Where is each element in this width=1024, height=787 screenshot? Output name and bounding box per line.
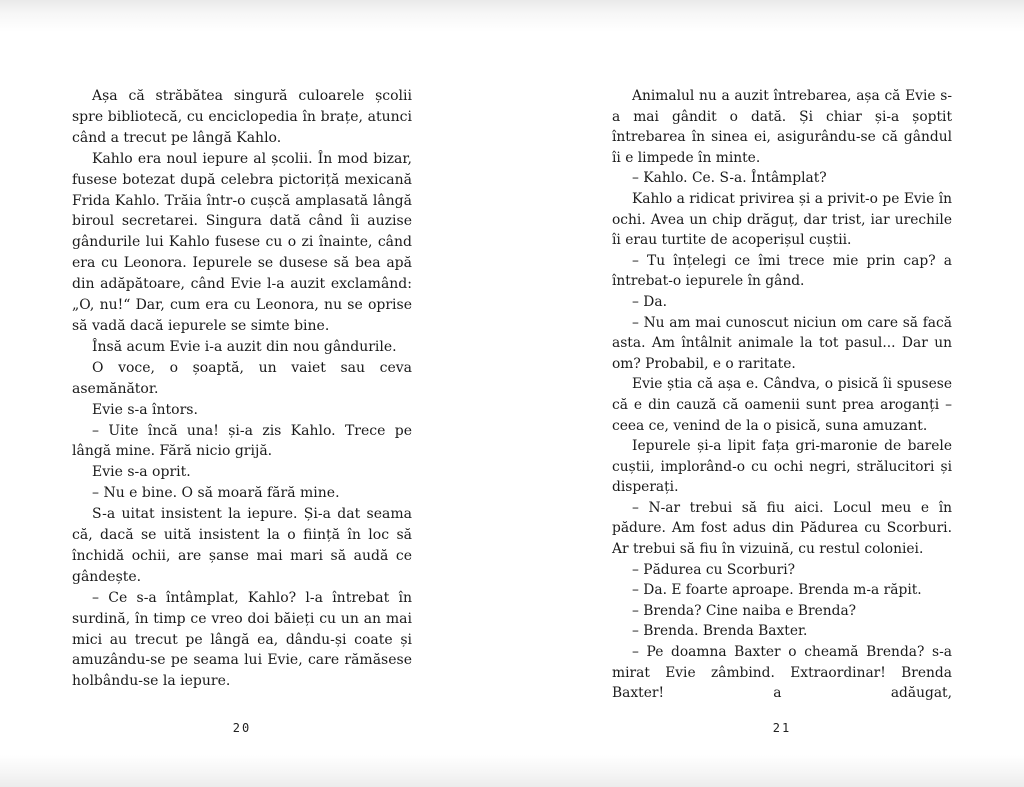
paragraph: – Nu e bine. O să moară fără mine.: [92, 485, 340, 502]
paragraph: – Da.: [632, 293, 667, 310]
paragraph: – Uite încă una! și-a zis Kahlo. Trece pe lângă mine. Fără nicio grijă.: [72, 422, 412, 460]
paragraph: – Pădurea cu Scorburi?: [632, 561, 796, 578]
paragraph: – Pe doamna Baxter o cheamă Brenda? s-a mirat Evie zâmbind. Extraordinar! Brenda Baxter! a adăugat,: [612, 644, 952, 702]
paragraph: Animalul nu a auzit întrebarea, așa că Evie s-a mai gândit o dată. Și chiar și-a șoptit întrebarea în sinea ei, asigurându-se că gândul îi e limpede în minte.: [612, 88, 952, 166]
paragraph: – Ce s-a întâmplat, Kahlo? l-a întrebat în surdină, în timp ce vreo doi băieți cu un an mai mici au trecut pe lângă ea, dându-și coate și amuzându-se pe seama lui Evie, care rămăsese holbându-se la iepure.: [72, 589, 412, 690]
paragraph: Kahlo era noul iepure al școlii. În mod bizar, fusese botezat după celebra pictoriță mexicană Frida Kahlo. Trăia într-o cușcă amplasată lângă biroul secretarei. Singura dată când îi auzise gândurile lui Kahlo fusese cu o zi înainte, când era cu Leonora. Iepurele se dusese să bea apă din adăpătoare, când Evie l-a auzit exclamând: „O, nu!“ Dar, cum era cu Leonora, nu se oprise să vadă dacă iepurele se simte bine.: [72, 150, 412, 334]
paragraph: Evie s-a oprit.: [92, 464, 191, 481]
paragraph: Însă acum Evie i-a auzit din nou gândurile.: [92, 338, 397, 355]
left-page: [72, 86, 412, 692]
paragraph: Kahlo a ridicat privirea și a privit-o pe Evie în ochi. Avea un chip drăguț, dar trist, iar urechile îi erau turtite de acoperișul cuștii.: [612, 190, 952, 249]
right-page: [612, 86, 952, 704]
paragraph: O voce, o șoaptă, un vaiet sau ceva asemănător.: [72, 359, 412, 397]
paragraph: – Brenda? Cine naiba e Brenda?: [632, 602, 857, 619]
paragraph: – N-ar trebui să fiu aici. Locul meu e în pădure. Am fost adus din Pădurea cu Scorburi. Ar trebui să fiu în vizuină, cu restul coloniei.: [612, 499, 952, 558]
paragraph: Iepurele și-a lipit fața gri-maronie de barele cuștii, implorând-o cu ochi negri, strălucitori și disperați.: [612, 438, 952, 496]
page-number-left: 20: [232, 721, 252, 735]
paragraph: – Nu am mai cunoscut niciun om care să facă asta. Am întâlnit animale la tot pasul... Dar un om? Probabil, e o raritate.: [612, 314, 952, 372]
paragraph: S-a uitat insistent la iepure. Și-a dat seama că, dacă se uită insistent la o ființă în loc să închidă ochii, are șanse mai mari să audă ce gândește.: [72, 506, 412, 585]
paragraph: – Kahlo. Ce. S-a. Întâmplat?: [632, 170, 827, 187]
paragraph: – Da. E foarte aproape. Brenda m-a răpit.: [632, 582, 922, 599]
paragraph: Așa că străbătea singură culoarele școlii spre bibliotecă, cu enciclopedia în brațe, atunci când a trecut pe lângă Kahlo.: [72, 88, 412, 146]
paragraph: Evie știa că așa e. Cândva, o pisică îi spusese că e din cauză că oamenii sunt prea aroganți – ceea ce, venind de la o pisică, suna amuzant.: [612, 376, 952, 434]
paragraph: Evie s-a întors.: [92, 401, 198, 418]
paragraph: – Brenda. Brenda Baxter.: [632, 623, 808, 640]
paragraph: – Tu înțelegi ce îmi trece mie prin cap? a întrebat-o iepurele în gând.: [612, 252, 952, 290]
page-number-right: 21: [772, 721, 792, 735]
